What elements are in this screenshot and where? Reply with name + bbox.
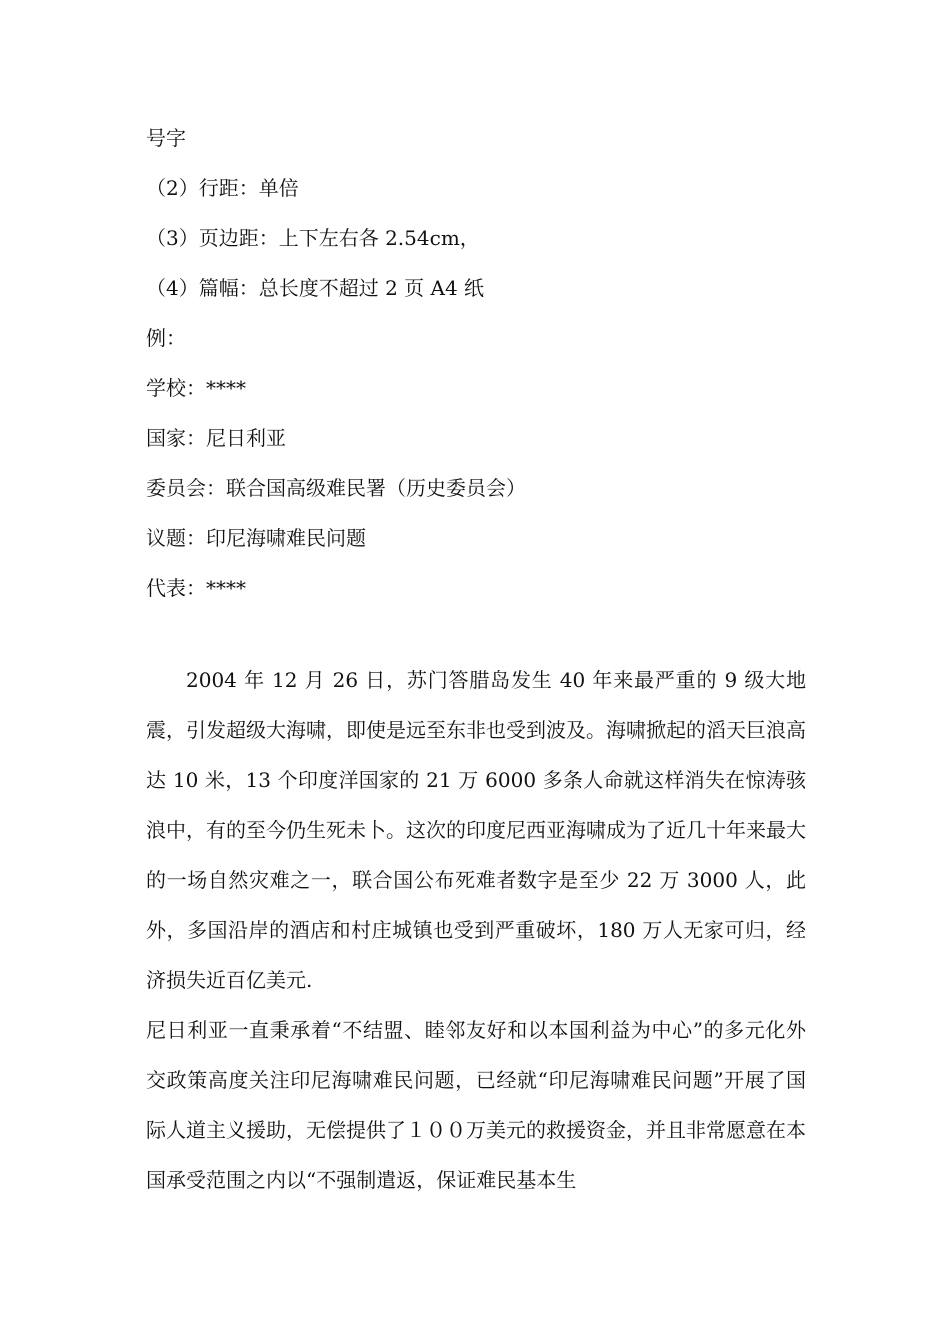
delegate-line: 代表：**** (146, 576, 246, 600)
length-line: （4）篇幅：总长度不超过 2 页 A4 纸 (146, 276, 485, 300)
country-line: 国家：尼日利亚 (146, 426, 286, 450)
line-spacing-line: （2）行距：单倍 (146, 176, 299, 200)
paragraph-spacer (146, 613, 806, 655)
topic-line: 议题：印尼海啸难民问题 (146, 526, 366, 550)
margin-line: （3）页边距：上下左右各 2.54cm， (146, 226, 480, 250)
example-label: 例： (146, 326, 186, 350)
position-paragraph: 尼日利亚一直秉承着“不结盟、睦邻友好和以本国利益为中心”的多元化外交政策高度关注印尼海啸难民问题，已经就“印尼海啸难民问题”开展了国际人道主义援助，无偿提供了１００万美元的救援资金，并且非常愿意在本国承受范围之内以“不强制遣返，保证难民基本生 (146, 1018, 806, 1192)
document-body (146, 113, 806, 1205)
committee-line: 委员会：联合国高级难民署（历史委员会） (146, 476, 526, 500)
background-paragraph: 2004 年 12 月 26 日，苏门答腊岛发生 40 年来最严重的 9 级大地震，引发超级大海啸，即使是远至东非也受到波及。海啸掀起的滔天巨浪高达 10 米，13 个印度洋国家的 21 万 6000 多条人命就这样消失在惊涛骇浪中，有的至今仍生死未卜。这次的印度尼西亚海啸成为了近几十年来最大的一场自然灾难之一，联合国公布死难者数字是至少 22 万 3000 人，此外，多国沿岸的酒店和村庄城镇也受到严重破坏，180 万人无家可归，经济损失近百亿美元. (146, 668, 806, 992)
font-size-line: 号字 (146, 126, 186, 150)
school-line: 学校：**** (146, 376, 246, 400)
